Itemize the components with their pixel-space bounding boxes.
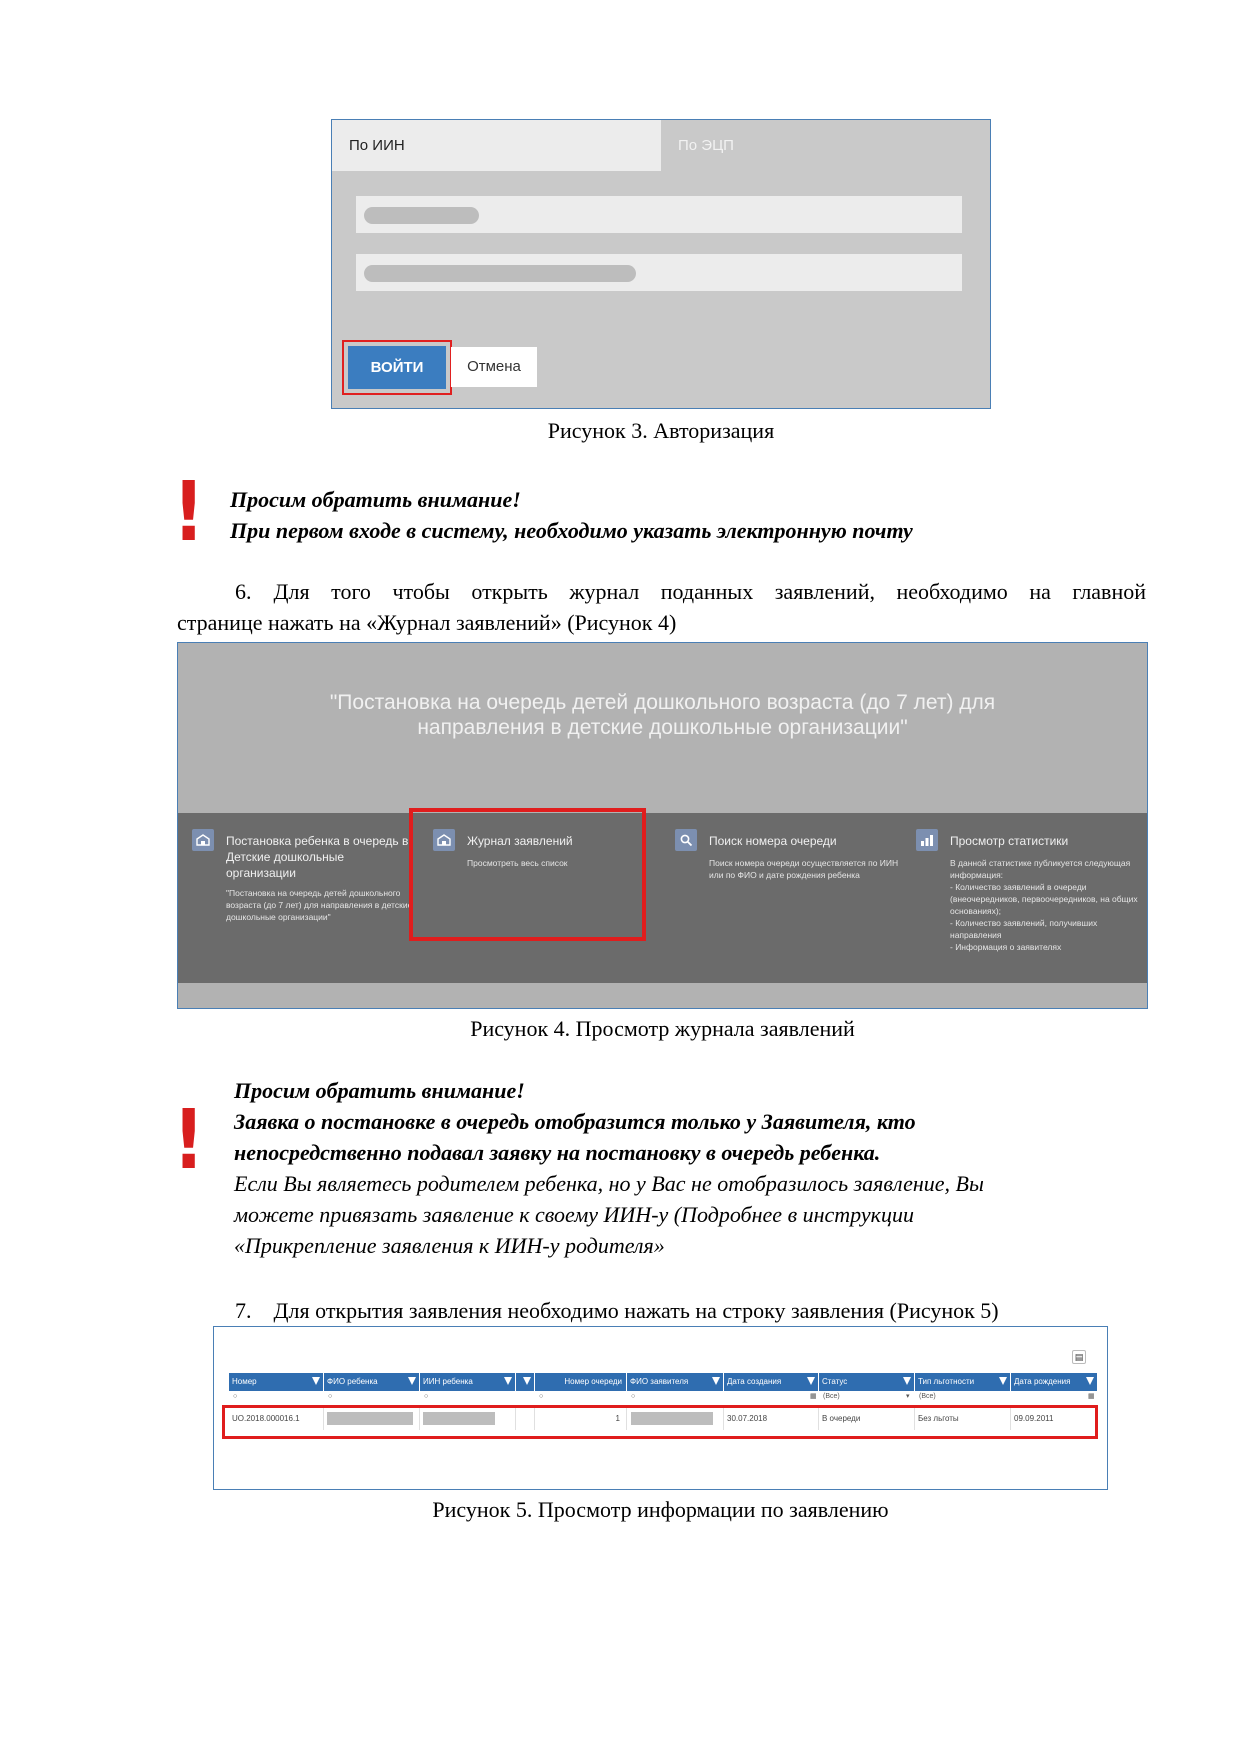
portal-headline-line-1: "Постановка на очередь детей дошкольного возраста (до 7 лет) для xyxy=(329,691,996,714)
column-header-number[interactable]: Номер xyxy=(229,1373,324,1391)
step-6-line-1: 6. Для того чтобы открыть журнал поданных заявлений, необходимо на главной xyxy=(235,579,1146,604)
tab-ecp[interactable]: По ЭЦП xyxy=(678,137,734,154)
note2-line-4: Если Вы являетесь родителем ребенка, но у Вас не отобразилось заявление, Вы xyxy=(234,1171,984,1196)
service-title: Просмотр статистики xyxy=(950,834,1069,848)
search-icon xyxy=(675,829,697,851)
column-header-child-name[interactable]: ФИО ребенка xyxy=(324,1373,420,1391)
cell-birth-date: 09.09.2011 xyxy=(1014,1414,1054,1423)
filter-icon[interactable] xyxy=(312,1377,320,1385)
services-panel xyxy=(178,813,1147,983)
figure3-caption: Рисунок 3. Авторизация xyxy=(547,418,775,443)
service-description: Просмотреть весь список xyxy=(467,858,568,868)
note1-text: При первом входе в систему, необходимо указать электронную почту xyxy=(230,518,913,543)
column-header-benefit[interactable]: Тип льготности xyxy=(915,1373,1011,1391)
portal-headline-line-2: направления в детские дошкольные организации" xyxy=(417,716,908,739)
applications-table-screenshot xyxy=(213,1326,1108,1490)
column-header-status[interactable]: Статус xyxy=(819,1373,915,1391)
service-title: Журнал заявлений xyxy=(467,834,573,848)
column-header-child-iin[interactable]: ИИН ребенка xyxy=(420,1373,516,1391)
journal-highlight xyxy=(409,808,646,941)
note2-line-5: можете привязать заявление к своему ИИН-у (Подробнее в инструкции xyxy=(234,1202,914,1227)
filter-icon[interactable] xyxy=(504,1377,512,1385)
cell-status: В очереди xyxy=(819,1408,915,1430)
column-header-birth-date[interactable]: Дата рождения xyxy=(1011,1373,1097,1391)
filter-row xyxy=(229,1391,1097,1403)
calendar-icon[interactable]: ▦ xyxy=(1088,1393,1095,1400)
filter-icon[interactable] xyxy=(408,1377,416,1385)
step-7-paragraph: 7. Для открытия заявления необходимо нажать на строку заявления (Рисунок 5) xyxy=(235,1298,999,1323)
note2-line-2: Заявка о постановке в очередь отобразится только у Заявителя, кто xyxy=(234,1109,916,1134)
password-input-mask xyxy=(364,265,636,282)
tab-iin[interactable]: По ИИН xyxy=(332,120,661,171)
login-button[interactable]: ВОЙТИ xyxy=(348,346,446,389)
filter-icon[interactable] xyxy=(712,1377,720,1385)
calendar-icon[interactable]: ▦ xyxy=(810,1393,817,1400)
exclamation-icon: ! xyxy=(172,1093,205,1188)
cell-benefit: Без льготы xyxy=(915,1408,1011,1430)
column-header-queue-number[interactable]: Номер очереди xyxy=(535,1373,627,1391)
note2-heading: Просим обратить внимание! xyxy=(234,1078,525,1103)
filter-benefit-select[interactable]: (Все) xyxy=(919,1393,936,1400)
service-title: Поиск номера очереди xyxy=(709,834,837,848)
cell-queue-number: 1 xyxy=(535,1408,627,1430)
figure4-caption: Рисунок 4. Просмотр журнала заявлений xyxy=(470,1016,855,1041)
building-icon xyxy=(192,829,214,851)
column-header-applicant-name[interactable]: ФИО заявителя xyxy=(627,1373,724,1391)
filter-icon[interactable] xyxy=(999,1377,1007,1385)
figure5-caption: Рисунок 5. Просмотр информации по заявлению xyxy=(432,1497,889,1522)
portal-headline xyxy=(178,690,1147,740)
filter-cell[interactable]: ○ xyxy=(328,1393,333,1400)
export-icon[interactable]: ▤ xyxy=(1072,1350,1086,1364)
filter-cell[interactable]: ○ xyxy=(233,1393,238,1400)
note2-line-6: «Прикрепление заявления к ИИН-у родителя» xyxy=(234,1233,665,1258)
note2-line-3: непосредственно подавал заявку на постановку в очередь ребенка. xyxy=(234,1140,881,1165)
iin-input-mask xyxy=(364,207,479,224)
service-description: Поиск номера очереди осуществляется по ИИН или по ФИО и дате рождения ребенка xyxy=(709,858,899,880)
attention-note-1 xyxy=(230,484,1130,546)
cell-number: UO.2018.000016.1 xyxy=(229,1408,324,1430)
filter-cell[interactable]: ○ xyxy=(539,1393,544,1400)
service-description: "Постановка на очередь детей дошкольного возраста (до 7 лет) для направления в детские дошкольные организации" xyxy=(226,888,413,922)
portal-home-screenshot xyxy=(177,642,1148,1009)
row-highlight xyxy=(222,1405,1098,1439)
login-form-screenshot xyxy=(331,119,991,409)
table-header xyxy=(229,1373,1097,1391)
service-description: В данной статистике публикуется следующая информация: - Количество заявлений в очереди (внеочередников, первоочередников, на общих основаниях); - Количество заявлений, получивших направления - Информация о заявителях xyxy=(950,858,1138,952)
filter-cell[interactable]: ○ xyxy=(631,1393,636,1400)
filter-icon[interactable] xyxy=(523,1377,531,1385)
service-title: Постановка ребенка в очередь в Детские дошкольные организации xyxy=(226,834,409,880)
filter-cell[interactable]: ○ xyxy=(424,1393,429,1400)
exclamation-icon: ! xyxy=(172,465,205,560)
cell-created: 30.07.2018 xyxy=(724,1408,819,1430)
bar-chart-icon xyxy=(916,829,938,851)
step-6-line-2: странице нажать на «Журнал заявлений» (Рисунок 4) xyxy=(177,610,677,635)
filter-icon[interactable] xyxy=(807,1377,815,1385)
filter-status-select[interactable]: (Все) xyxy=(823,1393,840,1400)
column-header-blank[interactable] xyxy=(516,1373,535,1391)
iin-input[interactable] xyxy=(356,196,962,233)
filter-icon[interactable] xyxy=(1086,1377,1094,1385)
note1-heading: Просим обратить внимание! xyxy=(230,487,521,512)
cancel-button[interactable]: Отмена xyxy=(451,347,537,387)
filter-icon[interactable] xyxy=(903,1377,911,1385)
chevron-down-icon[interactable]: ▾ xyxy=(906,1393,910,1400)
column-header-created[interactable]: Дата создания xyxy=(724,1373,819,1391)
attention-note-2 xyxy=(234,1075,1134,1261)
password-input[interactable] xyxy=(356,254,962,291)
step-6-paragraph xyxy=(177,576,1146,638)
